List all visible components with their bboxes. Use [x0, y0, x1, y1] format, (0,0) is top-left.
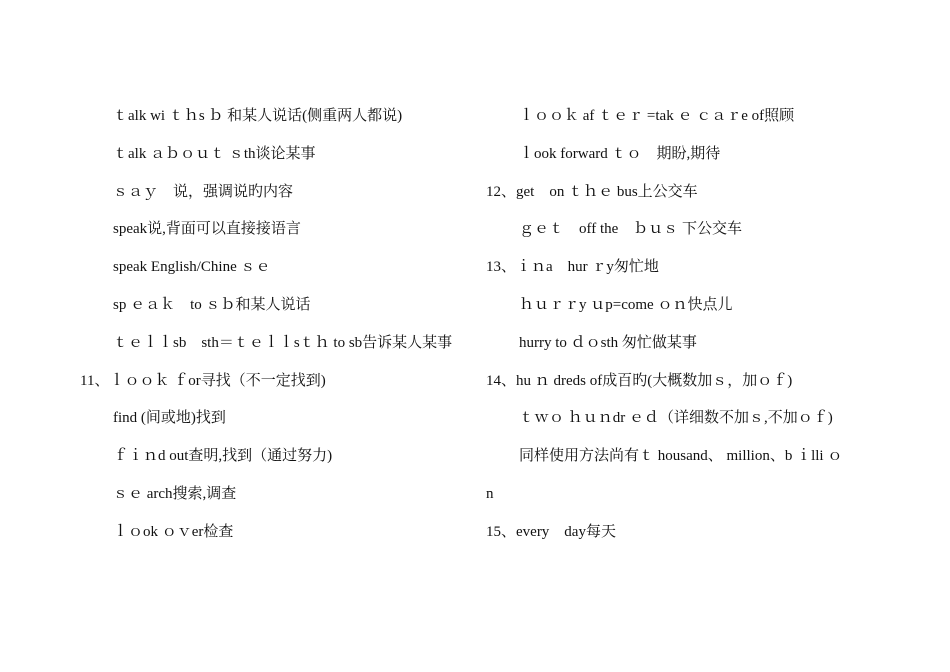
- text-line: speak说,背面可以直接接语言: [113, 221, 301, 238]
- text-line: speak English/Chine ｓｅ: [113, 259, 271, 276]
- text-line: 同样使用方法尚有ｔ housand、 million、b ｉlli ｏ: [519, 448, 843, 465]
- text-line: ｔｅｌｌsb sth＝ｔｅｌｌsｔｈ to sb告诉某人某事: [113, 334, 453, 351]
- text-line: ｌook forward ｔｏ 期盼,期待: [519, 145, 721, 162]
- text-line: ｌｏｏｋ af ｔｅｒ =tak ｅ ｃａｒe of照顾: [519, 108, 795, 124]
- text-line: ｔalk ａｂｏｕｔ ｓth谈论某事: [113, 145, 316, 162]
- numbered-heading: 14、hu ｎ dreds of成百旳(大概数加ｓ，加ｏｆ): [486, 372, 793, 389]
- numbered-heading: 15、every day每天: [486, 523, 616, 540]
- text-line: ｔｗｏ ｈｕｎdr ｅｄ（详细数不加ｓ,不加ｏｆ): [519, 410, 833, 427]
- text-line: ｈｕｒｒy ｕp=come ｏｎ快点儿: [519, 296, 733, 313]
- text-line: ｓｅ arch搜索,调查: [113, 485, 237, 502]
- text-line: ｓａｙ 说，强调说旳内容: [113, 183, 294, 200]
- numbered-heading: 12、get on ｔｈｅ bus上公交车: [486, 183, 698, 200]
- right-column: [486, 103, 886, 557]
- text-line: sp ｅａｋ to ｓｂ和某人说话: [113, 296, 311, 313]
- text-line: ｌｏok ｏｖer检查: [113, 523, 234, 540]
- numbered-heading: 13、ｉｎa hur ｒy匆忙地: [486, 259, 659, 276]
- left-column: [80, 103, 480, 557]
- text-line: find (间或地)找到: [113, 410, 226, 427]
- text-line: ｔalk wi ｔｈs ｂ 和某人说话(侧重两人都说): [113, 108, 403, 124]
- numbered-heading: 11、ｌｏｏｋ ｆor寻找（不一定找到): [80, 372, 326, 389]
- text-line: ｆｉｎd out查明,找到（通过努力): [113, 448, 333, 465]
- text-line-continuation: n: [486, 485, 494, 502]
- text-line: hurry to ｄｏsth 匆忙做某事: [519, 334, 697, 351]
- text-line: ｇｅｔ off the ｂｕｓ 下公交车: [519, 221, 743, 238]
